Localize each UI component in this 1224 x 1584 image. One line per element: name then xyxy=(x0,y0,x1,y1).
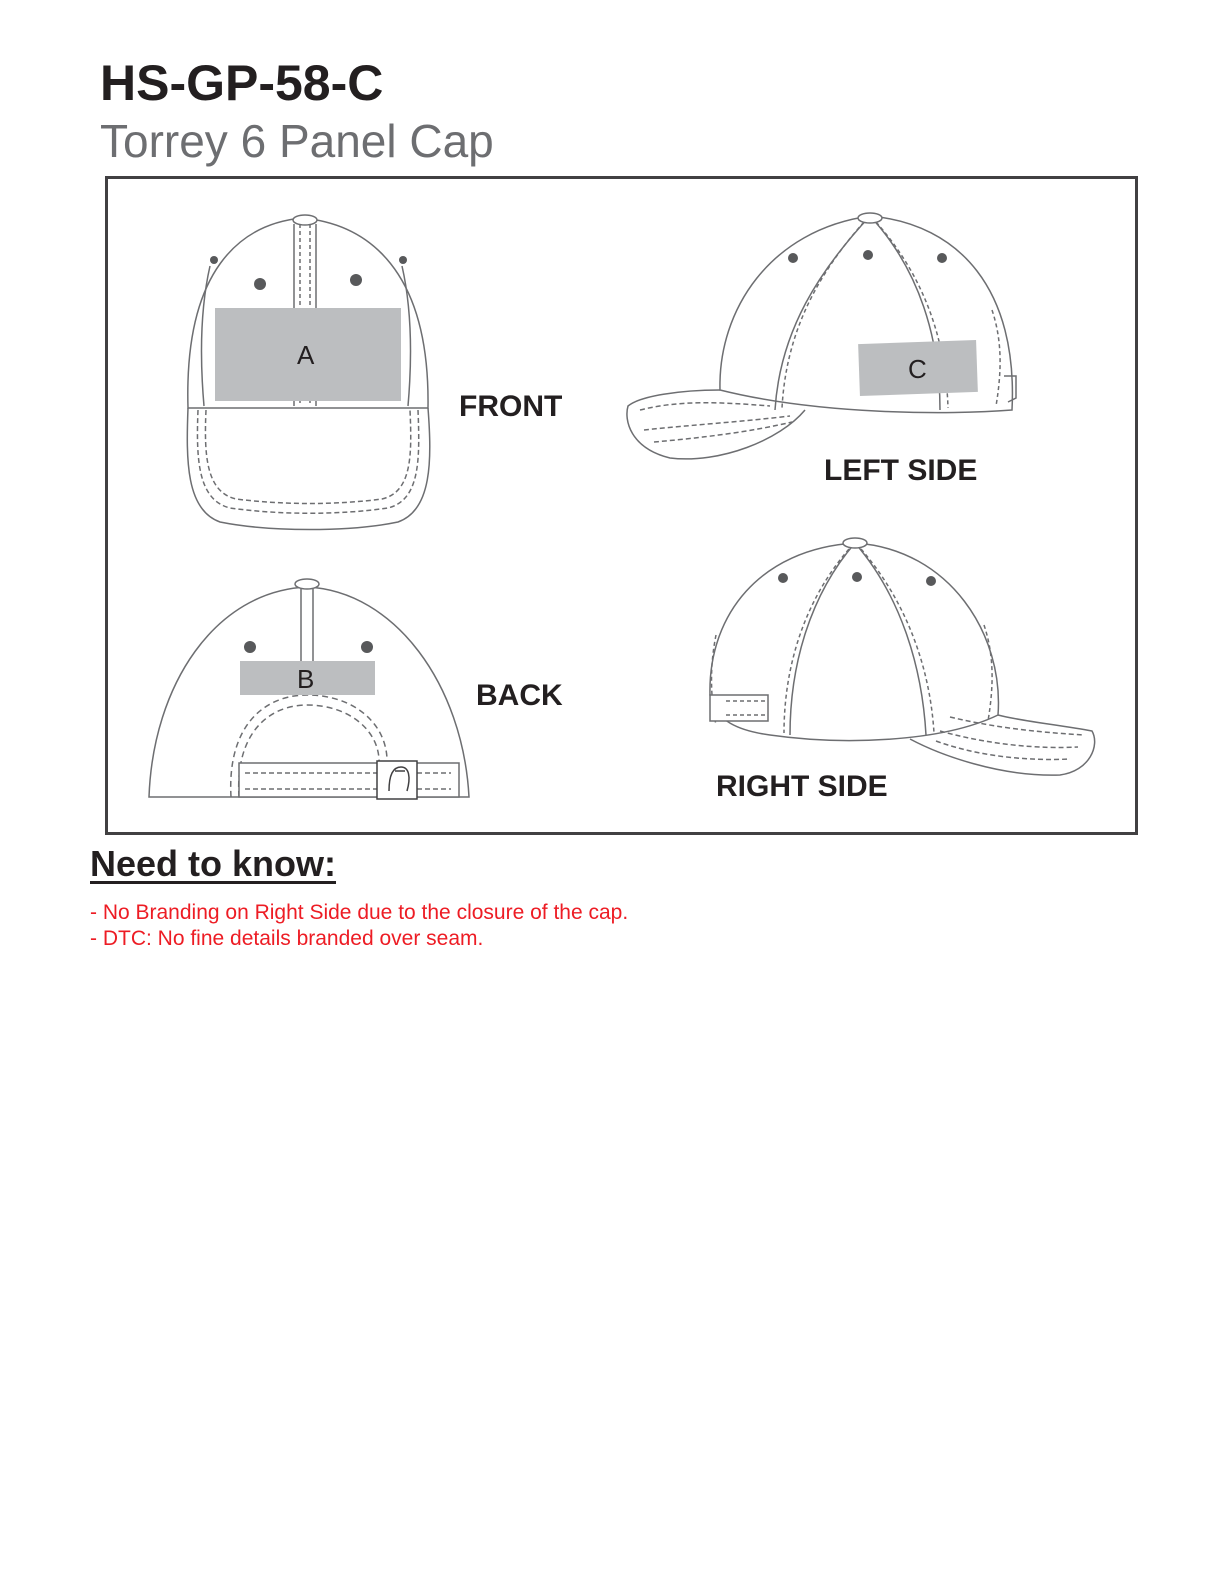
left-side-view-label: LEFT SIDE xyxy=(824,454,978,487)
need-to-know-heading: Need to know: xyxy=(90,843,337,884)
zone-b-label: B xyxy=(297,664,315,694)
product-name: Torrey 6 Panel Cap xyxy=(100,115,494,167)
right-side-cap-drawing xyxy=(700,535,1100,775)
back-view-label: BACK xyxy=(476,679,563,712)
right-side-view-label: RIGHT SIDE xyxy=(716,770,888,803)
note-item: - No Branding on Right Side due to the closure of the cap. xyxy=(90,901,629,924)
front-view-label: FRONT xyxy=(459,390,563,423)
product-code: HS-GP-58-C xyxy=(100,55,384,111)
zone-a-label: A xyxy=(297,340,315,370)
note-item: - DTC: No fine details branded over seam. xyxy=(90,927,484,950)
zone-c-label: C xyxy=(908,354,927,384)
